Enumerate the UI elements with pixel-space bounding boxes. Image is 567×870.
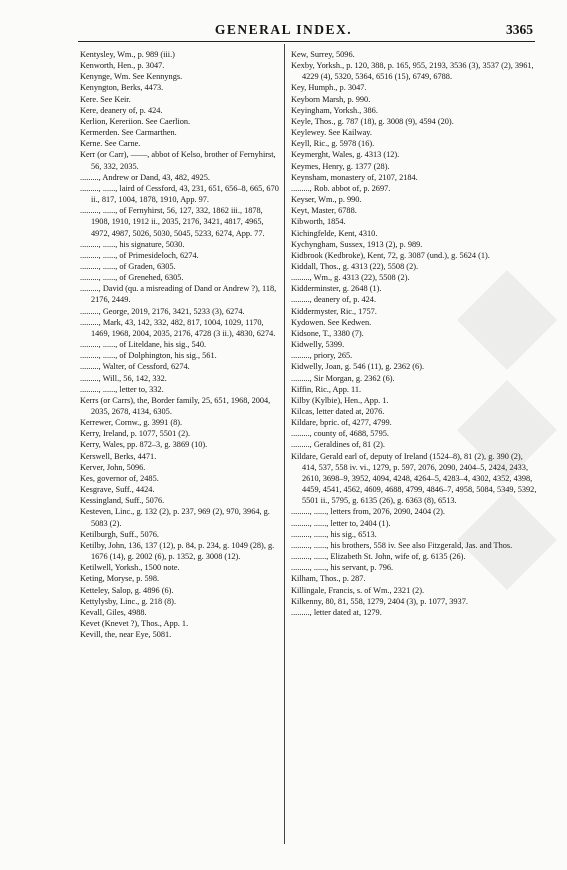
index-entry: ........., ......, of Dolphington, his sig., 561.	[80, 351, 217, 361]
index-entry: Kevall, Giles, 4988.	[80, 607, 147, 617]
page-header	[0, 0, 567, 44]
index-entry: Kerswell, Berks, 4471.	[80, 451, 157, 461]
index-entry: ........., Sir Morgan, g. 2362 (6).	[291, 373, 395, 383]
index-entry: Keynsham, monastery of, 2107, 2184.	[291, 172, 418, 182]
index-entry: ........., ......, his servant, p. 796.	[291, 563, 394, 573]
index-entry: Keymerght, Wales, g. 4313 (12).	[291, 150, 400, 160]
column-divider	[284, 44, 285, 844]
index-entry: ........., ......, his brothers, 558 iv. See also Fitzgerald, Jas. and Thos.	[291, 540, 513, 550]
index-entry: Keyll, Ric., g. 5978 (16).	[291, 139, 375, 149]
index-entry: ........., ......, Elizabeth St. John, wife of, g. 6135 (26).	[291, 552, 466, 562]
index-entry: ........., letter dated at, 1279.	[291, 607, 382, 617]
index-entry: Kibworth, 1854.	[291, 217, 346, 227]
index-entry: Kesteven, Linc., g. 132 (2), p. 237, 969 (2), 970, 3964, g. 5083 (2).	[80, 507, 270, 528]
index-entry: ........., George, 2019, 2176, 3421, 5233 (3), 6274.	[80, 306, 245, 316]
index-entry: Kenyngton, Berks, 4473.	[80, 83, 164, 93]
index-entry: Kychyngham, Sussex, 1913 (2), p. 989.	[291, 239, 423, 249]
index-entry: Kentysley, Wm., p. 989 (iii.)	[80, 50, 175, 59]
index-entry: Ketteley, Salop, g. 4896 (6).	[80, 585, 174, 595]
index-entry: Kere, deanery of, p. 424.	[80, 105, 163, 115]
index-entry: Kevet (Knevet ?), Thos., App. 1.	[80, 618, 189, 628]
index-entry: ........., ......, of Liteldane, his sig., 540.	[80, 340, 207, 350]
index-entry: ........., ......, letter to, 2404 (1).	[291, 518, 391, 528]
index-entry: Kildare, bpric. of, 4277, 4799.	[291, 418, 392, 428]
index-entry: Kenynge, Wm. See Kennyngs.	[80, 72, 183, 82]
index-entry: Ketilwell, Yorksh., 1500 note.	[80, 563, 180, 573]
index-entry: Killingale, Francis, s. of Wm., 2321 (2).	[291, 585, 425, 595]
index-entry: Kerrs (or Carrs), the, Border family, 25, 651, 1968, 2004, 2035, 2678, 4134, 6305.	[80, 395, 271, 416]
index-entry: ........., David (qu. a misreading of Dand or Andrew ?), 118, 2176, 2449.	[80, 284, 277, 305]
index-entry: ........., ......, his signature, 5030.	[80, 239, 185, 249]
index-entry: Keylewey. See Kailway.	[291, 128, 372, 138]
index-entry: ........., Wm., g. 4313 (22), 5508 (2).	[291, 273, 410, 283]
index-entry: Key, Humph., p. 3047.	[291, 83, 367, 93]
index-entry: Kettylysby, Linc., g. 218 (8).	[80, 596, 177, 606]
index-entry: Kexby, Yorksh., p. 120, 388, p. 165, 955, 2193, 3536 (3), 3537 (2), 3961, 4229 (4), 5320, 5364, 6516 (15), 6749, 6788.	[291, 61, 534, 82]
header-rule	[78, 41, 535, 42]
index-entry: Kes, governor of, 2485.	[80, 473, 159, 483]
index-entry: ........., ......, of Grenehed, 6305.	[80, 273, 184, 283]
index-entry: Ketilby, John, 136, 137 (12), p. 84, p. 234, g. 1049 (28), g. 1676 (14), g. 2002 (6), p. 1352, g. 3008 (12).	[80, 540, 275, 562]
running-title: GENERAL INDEX.	[214, 22, 353, 37]
index-entry: Keyser, Wm., p. 990.	[291, 195, 362, 205]
index-entry: Kilham, Thos., p. 287.	[291, 574, 366, 584]
index-entry: Keyt, Master, 6788.	[291, 206, 357, 216]
index-entry: Keyle, Thos., g. 787 (18), g. 3008 (9), 4594 (20).	[291, 116, 454, 126]
index-entry: ........., ......, laird of Cessford, 43, 231, 651, 656–8, 665, 670 ii., 817, 1004, 1878, 1910, App. 97.	[80, 183, 279, 205]
index-entry: Kichingfelde, Kent, 4310.	[291, 228, 378, 238]
index-entry: Ketilburgh, Suff., 5076.	[80, 529, 159, 539]
index-entry: Kesgrave, Suff., 4424.	[80, 485, 155, 495]
index-entry: Keyingham, Yorksh., 386.	[291, 105, 378, 115]
left-index-column	[80, 49, 280, 640]
index-entry: ........., ......, letter to, 332.	[80, 384, 164, 394]
index-entry: Kermerden. See Carmarthen.	[80, 128, 177, 138]
index-entry: Kew, Surrey, 5096.	[291, 50, 355, 59]
index-entry: ........., deanery of, p. 424.	[291, 295, 377, 305]
index-entry: Kidwelly, Joan, g. 546 (11), g. 2362 (6).	[291, 362, 425, 372]
index-entry: Kiddermyster, Ric., 1757.	[291, 306, 377, 316]
index-entry: ........., priory, 265.	[291, 351, 353, 361]
index-entry: ........., Will., 56, 142, 332.	[80, 373, 167, 383]
index-entry: Kydowen. See Kedwen.	[291, 317, 372, 327]
index-entry: ........., ......, of Fernyhirst, 56, 127, 332, 1862 iii., 1878, 1908, 1910, 1912 ii., 2035, 2176, 3421, 4817, 4965, 4972, 4987, 5026, 5030, 5045, 5233, 6274, App. 77.	[80, 206, 265, 238]
page-number: 3365	[506, 22, 533, 37]
index-entry: Kerver, John, 5096.	[80, 462, 146, 472]
index-entry: Kerr (or Carr), ——, abbot of Kelso, brother of Fernyhirst, 56, 332, 2035.	[80, 150, 276, 171]
index-entry: Kerrewer, Cornw., g. 3991 (8).	[80, 418, 183, 428]
index-entry: Keymes, Henry, g. 1377 (28).	[291, 161, 390, 171]
index-entry: ........., county of, 4688, 5795.	[291, 429, 389, 439]
index-entry: Kilcas, letter dated at, 2076.	[291, 407, 385, 416]
index-entry: ........., Andrew or Dand, 43, 482, 4925.	[80, 172, 210, 182]
index-entry: Kidsone, T., 3380 (7).	[291, 328, 364, 338]
index-entry: ........., ......, of Graden, 6305.	[80, 261, 176, 271]
index-entry: Kiffin, Ric., App. 11.	[291, 384, 362, 394]
index-entry: Keyborn Marsh, p. 990.	[291, 94, 371, 104]
index-entry: Kidderminster, g. 2648 (1).	[291, 284, 382, 294]
index-entry: Kerry, Wales, pp. 872–3, g. 3869 (10).	[80, 440, 208, 450]
index-entry: ........., Mark, 43, 142, 332, 482, 817, 1004, 1029, 1170, 1469, 1968, 2004, 2035, 2176, 4728 (3 ii.), 4830, 6274.	[80, 317, 276, 338]
index-entry: Kiddall, Thos., g. 4313 (22), 5508 (2).	[291, 261, 419, 271]
index-entry: Kerry, Ireland, p. 1077, 5501 (2).	[80, 429, 191, 439]
index-entry: ........., Walter, of Cessford, 6274.	[80, 362, 190, 372]
index-entry: Kildare, Gerald earl of, deputy of Ireland (1524–8), 81 (2), g. 390 (2), 414, 537, 558 iv. vi., 1279, p. 597, 2076, 2090, 2404–5, 2424, 2433, 2610, 3698–9, 3952, 4094, 4248, 4264–5, 4283–4, 4302, 4352, 4398, 4459, 4541, 4562, 4609, 4688, 4799, 4846–7, 4958, 5084, 5349, 5392, 5501 ii., 5795, g. 6135 (26), g. 6363 (8), 6513.	[291, 451, 537, 506]
index-entry: ........., Geraldines of, 81 (2).	[291, 440, 386, 450]
index-entry: Kenworth, Hen., p. 3047.	[80, 61, 165, 71]
index-entry: ........., ......, of Primesideloch, 6274.	[80, 250, 199, 260]
right-index-column	[291, 49, 537, 618]
index-entry: Kevill, the, near Eye, 5081.	[80, 630, 172, 640]
index-entry: Kilby (Kylbie), Hen., App. 1.	[291, 395, 389, 405]
index-entry: Kilkenny, 80, 81, 558, 1279, 2404 (3), p. 1077, 3937.	[291, 596, 468, 606]
index-entry: ........., ......, letters from, 2076, 2090, 2404 (2).	[291, 507, 445, 517]
index-entry: Keting, Moryse, p. 598.	[80, 574, 160, 584]
index-entry: Kidwelly, 5399.	[291, 340, 345, 350]
index-entry: Kidbrook (Kedbroke), Kent, 72, g. 3087 (und.), g. 5624 (1).	[291, 250, 490, 260]
index-entry: Kerlion, Kereriion. See Caerlion.	[80, 116, 191, 126]
index-entry: ........., ......, his sig., 6513.	[291, 529, 377, 539]
index-entry: Kere. See Keir.	[80, 94, 131, 104]
index-entry: ........., Rob. abbot of, p. 2697.	[291, 183, 391, 193]
index-entry: Kerne. See Carne.	[80, 139, 141, 149]
index-entry: Kessingland, Suff., 5076.	[80, 496, 165, 506]
